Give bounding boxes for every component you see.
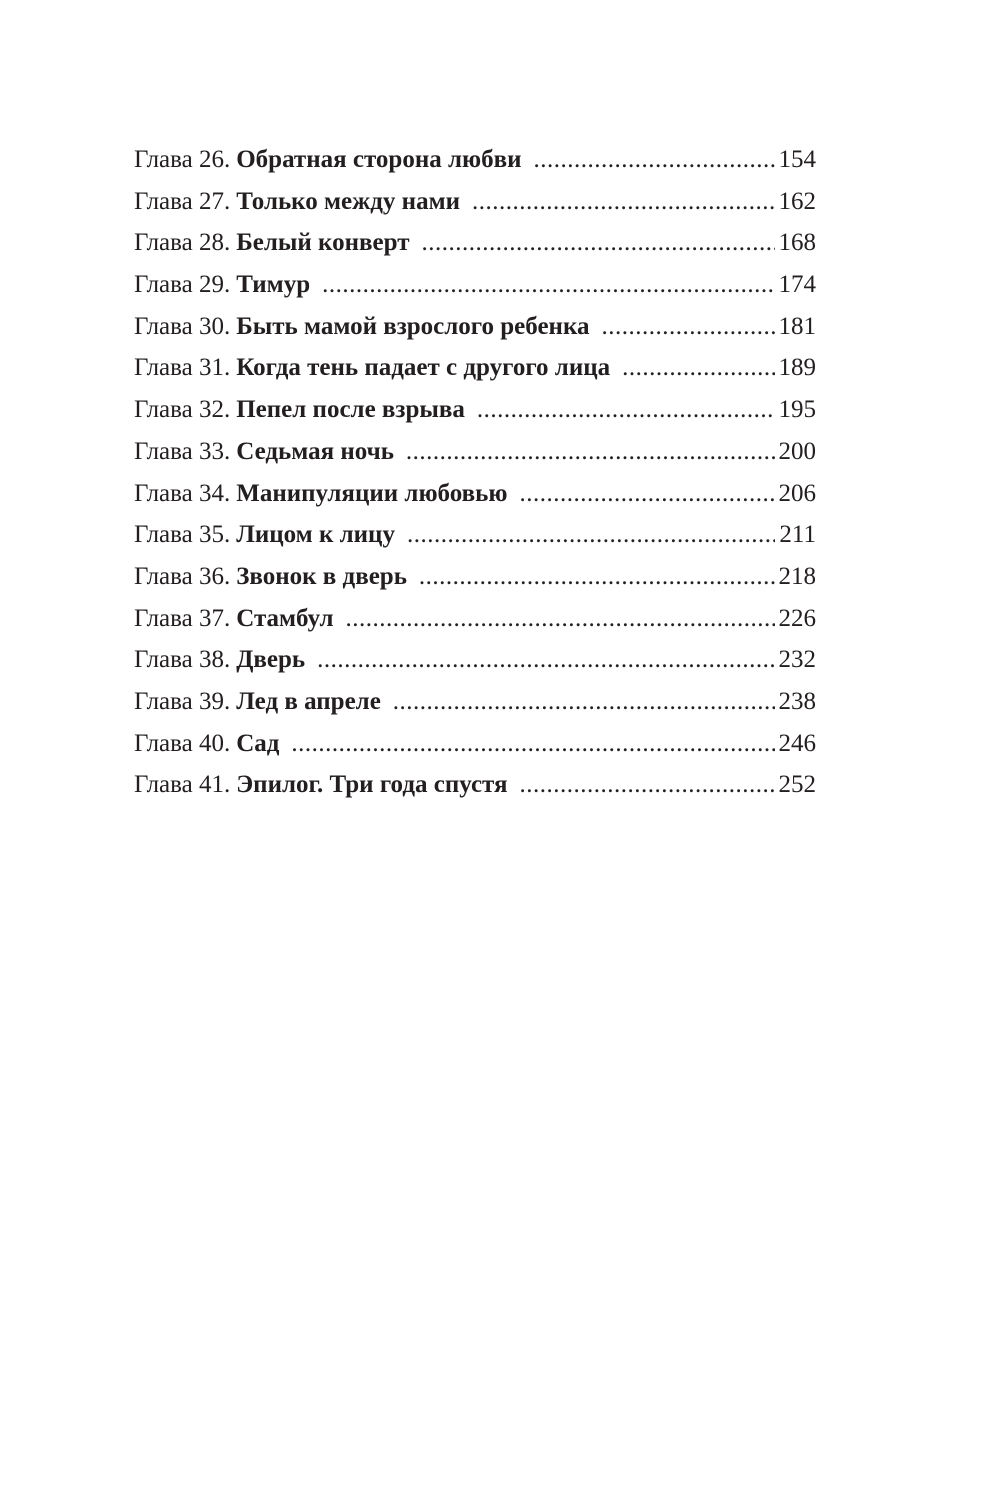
page-number: 226	[778, 604, 816, 632]
toc-entry	[134, 556, 816, 598]
page-number: 168	[778, 229, 816, 257]
page-number: 189	[778, 354, 816, 382]
toc-entry	[134, 514, 816, 556]
page-number: 195	[778, 396, 816, 424]
chapter-number: Глава 40.	[134, 729, 231, 757]
page-number: 174	[778, 271, 816, 299]
dot-leader	[407, 514, 775, 556]
page-number: 206	[778, 479, 816, 507]
chapter-number: Глава 35.	[134, 521, 231, 549]
dot-leader	[519, 473, 774, 515]
toc-entry	[134, 431, 816, 473]
chapter-title: Обратная сторона любви	[236, 146, 522, 173]
dot-leader	[322, 264, 774, 306]
chapter-title: Седьмая ночь	[236, 437, 394, 465]
chapter-number: Глава 30.	[134, 312, 231, 340]
page-number: 246	[778, 729, 816, 757]
toc-entry	[134, 306, 816, 348]
dot-leader	[520, 764, 775, 806]
page-number: 211	[779, 521, 816, 549]
chapter-number: Глава 29.	[134, 271, 231, 299]
page-number: 238	[778, 687, 816, 715]
toc-entry	[134, 389, 816, 431]
dot-leader	[406, 431, 775, 473]
toc-entry	[134, 473, 816, 515]
toc-entry	[134, 222, 816, 264]
chapter-title: Дверь	[236, 646, 306, 674]
chapter-number: Глава 28.	[134, 229, 231, 257]
toc-entry	[134, 139, 816, 181]
page-number: 200	[778, 437, 816, 465]
chapter-title: Эпилог. Три года спустя	[236, 771, 508, 799]
page-number: 154	[778, 146, 816, 173]
toc-entry	[134, 681, 816, 723]
toc-entry	[134, 264, 816, 306]
chapter-title: Тимур	[236, 271, 311, 299]
dot-leader	[346, 598, 775, 640]
chapter-title: Пепел после взрыва	[236, 396, 465, 424]
chapter-title: Когда тень падает с другого лица	[236, 354, 611, 382]
dot-leader	[421, 222, 774, 264]
page-number: 232	[778, 646, 816, 674]
toc-entry	[134, 639, 816, 681]
page-number: 218	[778, 562, 816, 590]
toc-entry	[134, 181, 816, 223]
chapter-number: Глава 37.	[134, 604, 231, 632]
chapter-title: Сад	[236, 729, 280, 757]
dot-leader	[534, 139, 775, 181]
dot-leader	[601, 306, 774, 348]
page-number: 181	[778, 312, 816, 340]
chapter-title: Лед в апреле	[236, 687, 381, 715]
chapter-number: Глава 34.	[134, 479, 231, 507]
chapter-number: Глава 38.	[134, 646, 231, 674]
toc-entry	[134, 598, 816, 640]
dot-leader	[477, 389, 775, 431]
toc-entry	[134, 347, 816, 389]
chapter-title: Белый конверт	[236, 229, 410, 257]
chapter-title: Манипуляции любовью	[236, 479, 508, 507]
toc-entry	[134, 764, 816, 806]
chapter-title: Лицом к лицу	[236, 521, 395, 549]
dot-leader	[317, 639, 774, 681]
table-of-contents	[134, 139, 816, 806]
chapter-number: Глава 32.	[134, 396, 231, 424]
dot-leader	[393, 681, 775, 723]
chapter-number: Глава 31.	[134, 354, 231, 382]
chapter-number: Глава 36.	[134, 562, 231, 590]
chapter-title: Звонок в дверь	[236, 562, 407, 590]
chapter-number: Глава 41.	[134, 771, 231, 799]
page-number: 252	[778, 771, 816, 799]
dot-leader	[622, 347, 774, 389]
chapter-number: Глава 33.	[134, 437, 231, 465]
dot-leader	[472, 181, 775, 223]
page-number: 162	[778, 187, 816, 215]
toc-entry	[134, 723, 816, 765]
chapter-title: Быть мамой взрослого ребенка	[236, 312, 590, 340]
dot-leader	[291, 723, 774, 765]
chapter-number: Глава 39.	[134, 687, 231, 715]
chapter-title: Только между нами	[236, 187, 460, 215]
chapter-title: Стамбул	[236, 604, 334, 632]
chapter-number: Глава 26.	[134, 146, 231, 173]
dot-leader	[419, 556, 775, 598]
chapter-number: Глава 27.	[134, 187, 231, 215]
